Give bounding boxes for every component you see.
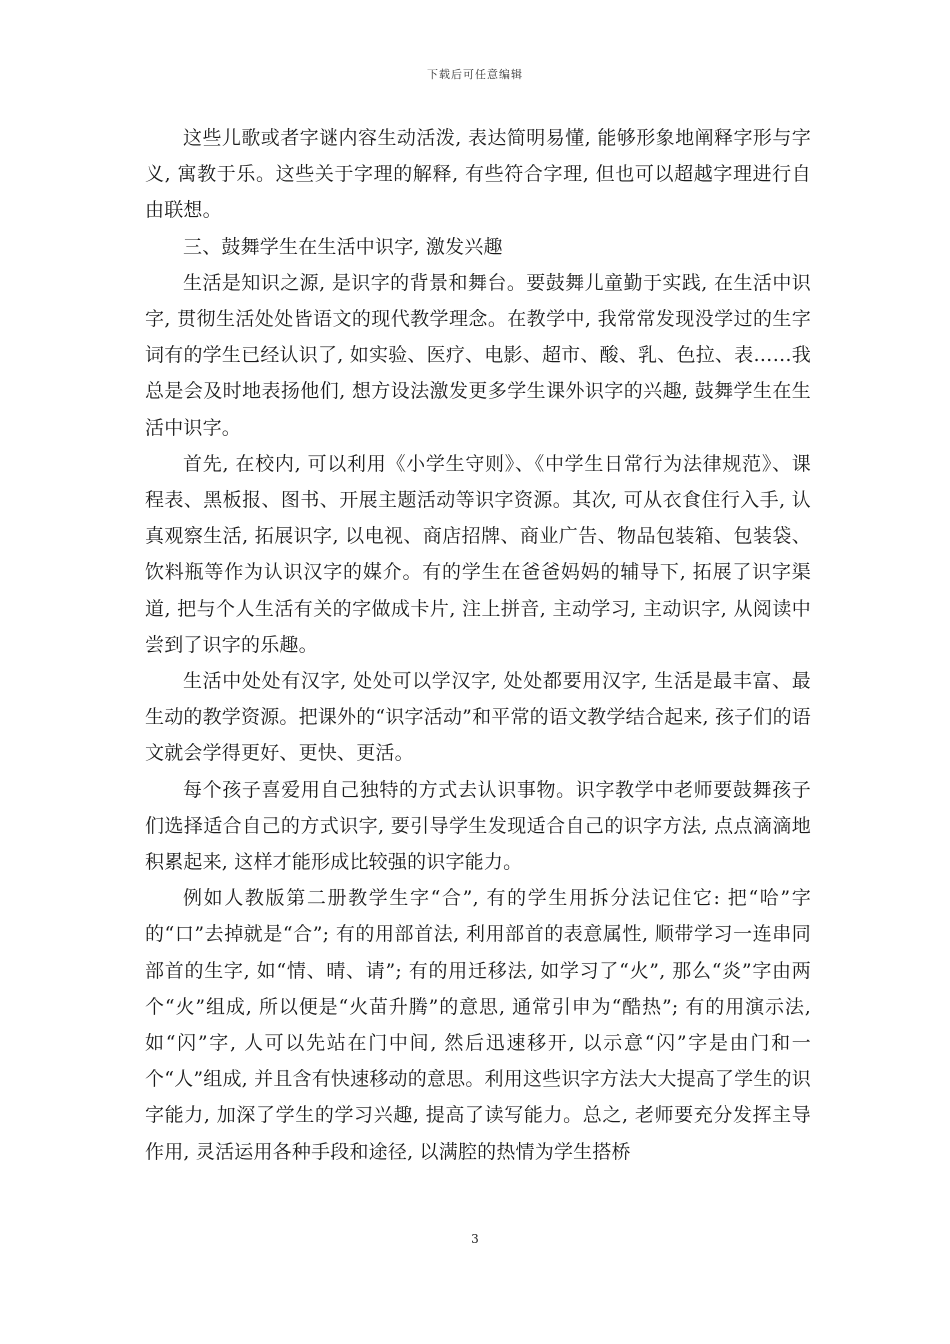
document-body <box>145 120 811 1170</box>
page-header: 下载后可任意编辑 <box>427 68 523 81</box>
section-heading-life-literacy: 三、鼓舞学生在生活中识字, 激发兴趣 <box>183 235 503 258</box>
paragraph-own-methods: 每个孩子喜爱用自己独特的方式去认识事物。识字教学中老师要鼓舞孩子们选择适合自己的方式识字, 要引导学生发现适合自己的识字方法, 点点滴滴地积累起来, 这样才能形成比较强的识字能力。 <box>145 778 811 874</box>
paragraph-chinese-everywhere: 生活中处处有汉字, 处处可以学汉字, 处处都要用汉字, 生活是最丰富、最生动的教学资源。把课外的“识字活动”和平常的语文教学结合起来, 孩子们的语文就会学得更好、更快、更活。 <box>145 670 811 765</box>
paragraph-life-source: 生活是知识之源, 是识字的背景和舞台。要鼓舞儿童勤于实践, 在生活中识字, 贯彻生活处处皆语文的现代教学理念。在教学中, 我常常发现没学过的生字词有的学生已经认识了, 如实验、医疗、电影、超市、酸、乳、色拉、表……我总是会及时地表扬他们, 想方设法激发更多学生课外识字的兴趣, 鼓舞学生在生活中识字。 <box>145 271 811 439</box>
page-number: 3 <box>471 1232 479 1246</box>
paragraph-examples: 例如人教版第二册教学生字“合”, 有的学生用拆分法记住它: 把“哈”字的“口”去掉就是“合”; 有的用部首法, 利用部首的表意属性, 顺带学习一连串同部首的生字, 如“情、晴、请”; 有的用迁移法, 如学习了“火”, 那么“炎”字由两个“火”组成, 所以便是“火苗升腾”的意思, 通常引申为“酷热”; 有的用演示法, 如“闪”字, 人可以先站在门中间, 然后迅速移开, 以示意“闪”字是由门和一个“人”组成, 并且含有快速移动的意思。利用这些识字方法大大提高了学生的识字能力, 加深了学生的学习兴趣, 提高了读写能力。总之, 老师要充分发挥主导作用, 灵活运用各种手段和途径, 以满腔的热情为学生搭桥 <box>145 887 811 1163</box>
paragraph-rhymes-riddles: 这些儿歌或者字谜内容生动活泼, 表达简明易懂, 能够形象地阐释字形与字义, 寓教于乐。这些关于字理的解释, 有些符合字理, 但也可以超越字理进行自由联想。 <box>145 127 811 222</box>
paragraph-school-resources: 首先, 在校内, 可以利用《小学生守则》、《中学生日常行为法律规范》、课程表、黑板报、图书、开展主题活动等识字资源。其次, 可从衣食住行入手, 认真观察生活, 拓展识字, 以电视、商店招牌、商业广告、物品包装箱、包装袋、饮料瓶等作为认识汉字的媒介。有的学生在爸爸妈妈的辅导下, 拓展了识字渠道, 把与个人生活有关的字做成卡片, 注上拼音, 主动学习, 主动识字, 从阅读中尝到了识字的乐趣。 <box>145 452 811 656</box>
